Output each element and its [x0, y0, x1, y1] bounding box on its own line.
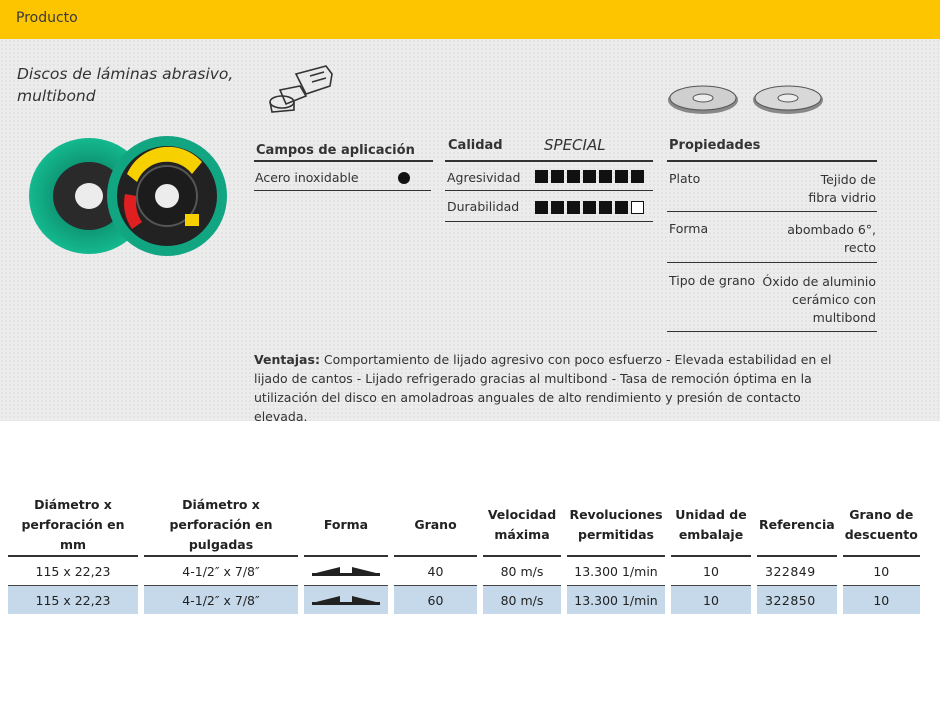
forma-label: Forma	[669, 221, 709, 236]
campos-row-divider	[254, 190, 431, 191]
calidad-rule	[445, 160, 653, 162]
durabilidad-rating	[535, 201, 644, 214]
col-grano: Grano	[394, 495, 477, 557]
col-unidad: Unidad de embalaje	[671, 495, 751, 557]
calidad-row-divider-2	[445, 221, 653, 222]
col-referencia: Referencia	[757, 495, 837, 557]
agresividad-rating	[535, 170, 644, 183]
col-velocidad: Velocidad máxima	[483, 495, 561, 557]
campos-row-label: Acero inoxidable	[255, 170, 359, 185]
plato-divider	[667, 211, 877, 212]
calidad-grade: SPECIAL	[544, 136, 606, 154]
advantages-body: Comportamiento de lijado agresivo con poco esfuerzo - Elevada estabilidad en el lijado de cantos - Lijado refrigerado gracias al multibond - Tasa de remoción óptima en la utilización del disco en amoladroas anguales de alto rendimiento y presión de contacto elevada.	[254, 352, 832, 424]
calidad-row-divider	[445, 190, 653, 191]
flap-disc-shape-icon	[304, 586, 388, 615]
campos-rule	[254, 160, 433, 162]
product-image	[27, 134, 237, 264]
table-header-row	[8, 495, 920, 557]
header-bar	[0, 0, 940, 39]
col-grano-descuento: Grano de descuento	[843, 495, 920, 557]
agresividad-label: Agresividad	[447, 170, 521, 185]
durabilidad-label: Durabilidad	[447, 199, 520, 214]
forma-divider	[667, 262, 877, 263]
tipo-grano-label: Tipo de grano	[669, 273, 756, 288]
advantages-text	[254, 350, 854, 426]
campos-heading: Campos de aplicación	[256, 143, 415, 158]
propiedades-rule	[667, 160, 877, 162]
header-title: Producto	[16, 10, 78, 26]
propiedades-heading: Propiedades	[669, 138, 761, 153]
col-diametro-mm: Diámetro x perforación en mm	[8, 495, 138, 557]
col-revoluciones: Revoluciones permitidas	[567, 495, 665, 557]
calidad-heading: Calidad	[448, 138, 503, 153]
spec-table	[2, 495, 926, 615]
disc-shape-icons	[667, 80, 827, 120]
product-title: Discos de láminas abrasivo, multibond	[17, 65, 234, 105]
plato-value: Tejido de fibra vidrio	[808, 172, 876, 205]
filled-dot-icon	[398, 172, 410, 184]
table-row: 115 x 22,23 4-1/2″ x 7/8″ 60 80 m/s 13.300 1/min 10 322850 10	[8, 586, 920, 615]
flap-disc-shape-icon	[304, 557, 388, 586]
tipo-grano-value: Óxido de aluminio cerámico con multibond	[762, 274, 876, 325]
table-row: 115 x 22,23 4-1/2″ x 7/8″ 40 80 m/s 13.300 1/min 10 322849 10	[8, 557, 920, 586]
angle-grinder-icon	[266, 64, 336, 118]
tipo-grano-divider	[667, 331, 877, 332]
plato-label: Plato	[669, 171, 701, 186]
col-diametro-pulgadas: Diámetro x perforación en pulgadas	[144, 495, 298, 557]
col-forma: Forma	[304, 495, 388, 557]
forma-value: abombado 6°, recto	[787, 222, 876, 255]
advantages-label: Ventajas:	[254, 352, 320, 367]
